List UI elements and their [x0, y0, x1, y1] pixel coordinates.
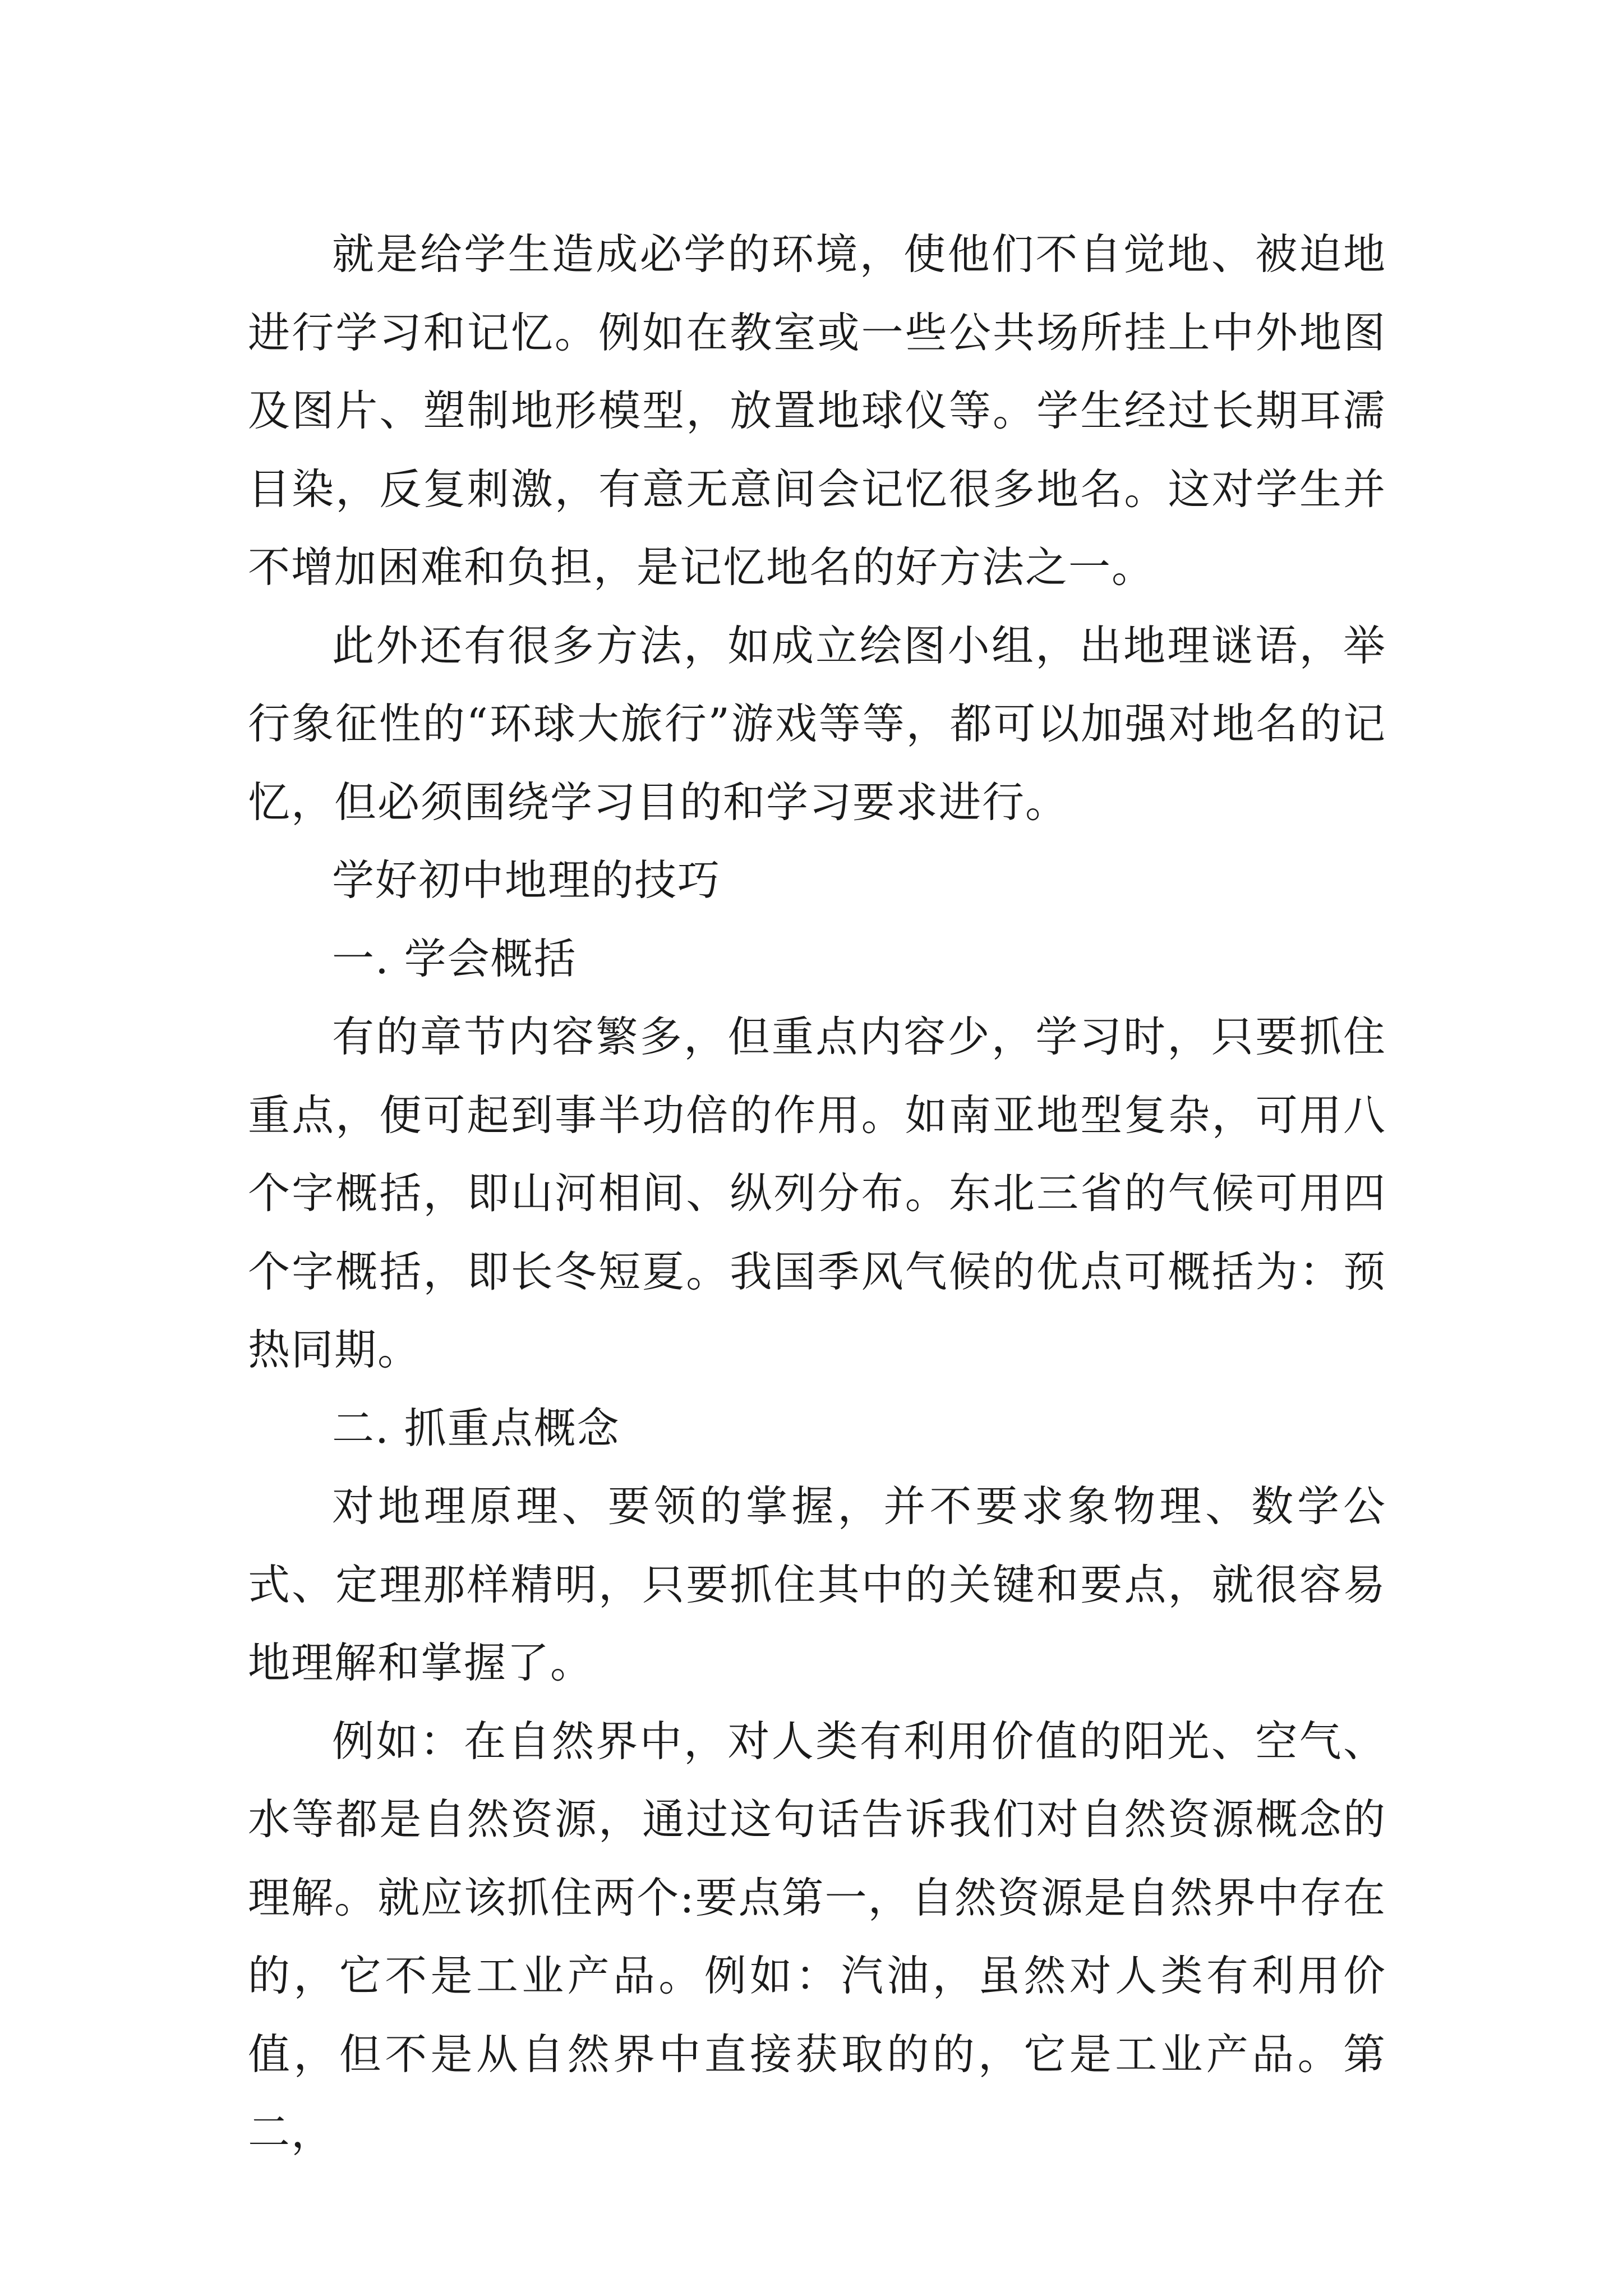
paragraph-summarize-example: 有的章节内容繁多，但重点内容少，学习时，只要抓住重点，便可起到事半功倍的作用。如南亚地型复杂，可用八个字概括，即山河相间、纵列分布。东北三省的气候可用四个字概括，即长冬短夏。我国季风气候的优点可概括为：预热同期。 [248, 1012, 1386, 1374]
paragraph-key-concepts: 对地理原理、要领的掌握，并不要求象物理、数学公式、定理那样精明，只要抓住其中的关键和要点，就很容易地理解和掌握了。 [248, 1481, 1386, 1687]
paragraph-other-methods: 此外还有很多方法，如成立绘图小组，出地理谜语，举行象征性的“环球大旅行”游戏等等，都可以加强对地名的记忆，但必须围绕学习目的和学习要求进行。 [248, 620, 1386, 827]
paragraph-natural-resources-example: 例如：在自然界中，对人类有利用价值的阳光、空气、水等都是自然资源，通过这句话告诉我们对自然资源概念的理解。就应该抓住两个:要点第一，自然资源是自然界中存在的，它不是工业产品。例如：汽油，虽然对人类有利用价值，但不是从自然界中直接获取的的，它是工业产品。第二， [248, 1716, 1386, 2157]
document-body [248, 215, 1386, 2172]
paragraph-environment-method: 就是给学生造成必学的环境，使他们不自觉地、被迫地进行学习和记忆。例如在教室或一些公共场所挂上中外地图及图片、塑制地形模型，放置地球仪等。学生经过长期耳濡目染，反复刺激，有意无意间会记忆很多地名。这对学生并不增加困难和负担，是记忆地名的好方法之一。 [248, 229, 1386, 592]
section-heading-geography-tips: 学好初中地理的技巧 [332, 855, 721, 905]
subheading-key-concepts: 二. 抓重点概念 [332, 1403, 620, 1453]
subheading-learn-to-summarize: 一. 学会概括 [332, 933, 577, 983]
